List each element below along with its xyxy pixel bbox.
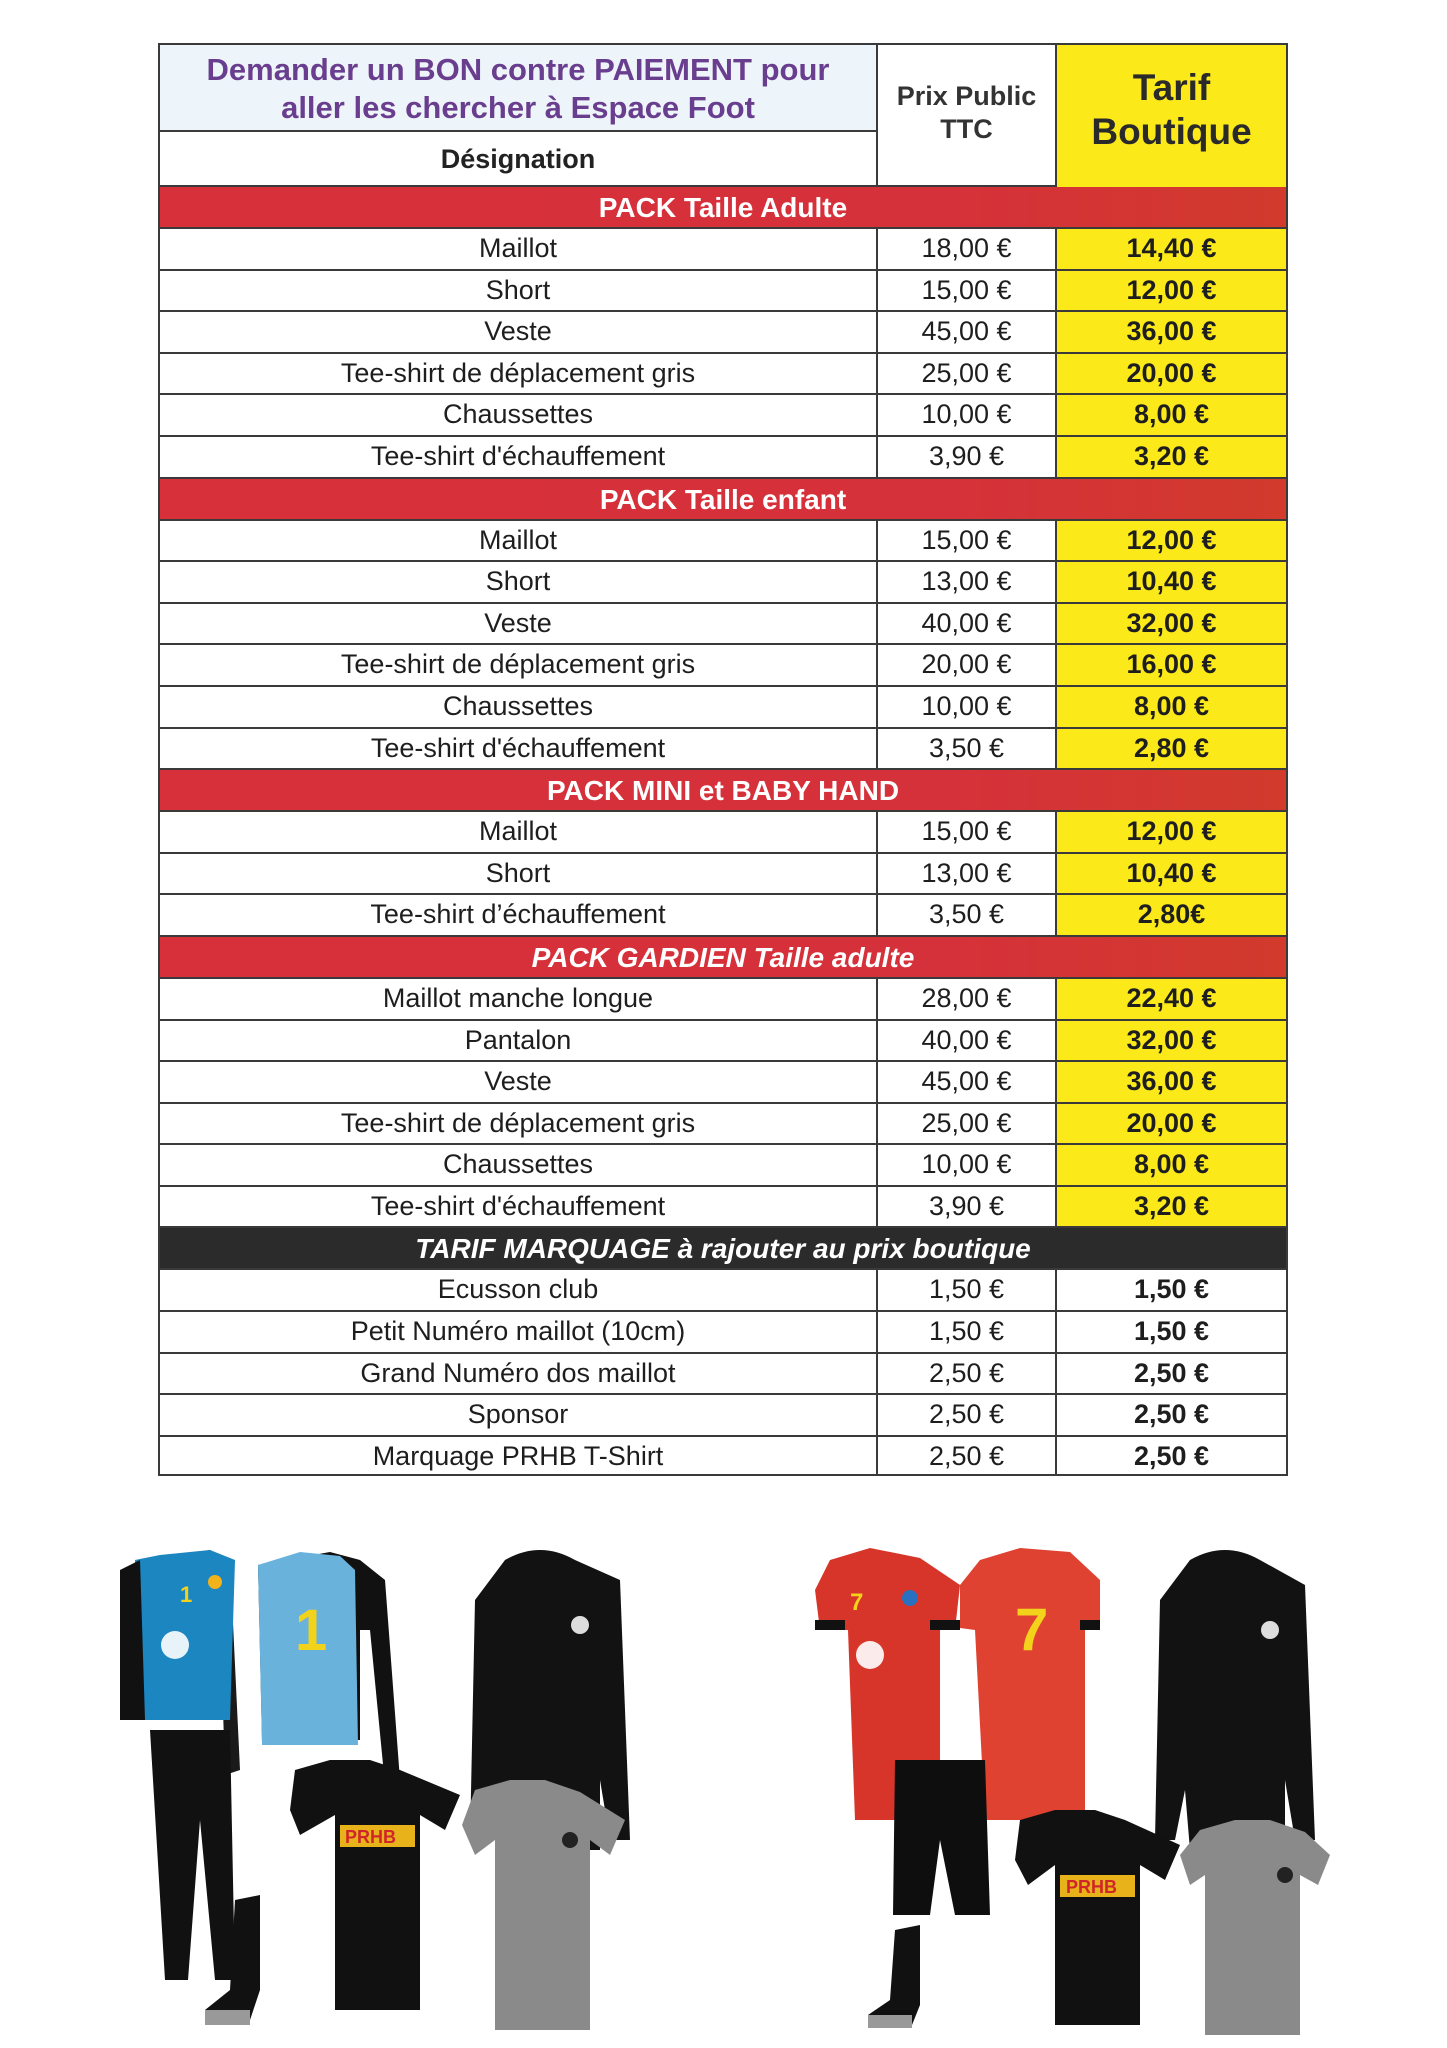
table-row xyxy=(158,852,1288,894)
item-name: Chaussettes xyxy=(160,395,878,435)
table-row xyxy=(158,352,1288,394)
item-name: Tee-shirt d'échauffement xyxy=(160,437,878,477)
table-row xyxy=(158,269,1288,311)
public-price: 3,50 € xyxy=(878,729,1057,769)
boutique-price: 1,50 € xyxy=(1057,1270,1286,1310)
table-row xyxy=(158,977,1288,1019)
public-price: 13,00 € xyxy=(878,854,1057,894)
table-row xyxy=(158,1143,1288,1185)
public-price: 45,00 € xyxy=(878,312,1057,352)
boutique-price-header-line2: Boutique xyxy=(1091,111,1252,152)
public-price: 13,00 € xyxy=(878,562,1057,602)
table-row xyxy=(158,1352,1288,1394)
public-price: 1,50 € xyxy=(878,1312,1057,1352)
boutique-price: 10,40 € xyxy=(1057,854,1286,894)
goalkeeper-number-small: 1 xyxy=(180,1582,193,1607)
item-name: Tee-shirt d’échauffement xyxy=(160,895,878,935)
table-row xyxy=(158,1310,1288,1352)
table-row xyxy=(158,310,1288,352)
table-row xyxy=(158,227,1288,269)
item-name: Chaussettes xyxy=(160,1145,878,1185)
public-price: 15,00 € xyxy=(878,812,1057,852)
table-row xyxy=(158,1185,1288,1227)
item-name: Petit Numéro maillot (10cm) xyxy=(160,1312,878,1352)
table-row xyxy=(158,1268,1288,1310)
boutique-price: 32,00 € xyxy=(1057,604,1286,644)
item-name: Ecusson club xyxy=(160,1270,878,1310)
table-header xyxy=(158,43,1288,185)
public-price: 18,00 € xyxy=(878,229,1057,269)
socks-right xyxy=(868,1925,920,2028)
table-row xyxy=(158,560,1288,602)
item-name: Sponsor xyxy=(160,1395,878,1435)
price-table xyxy=(158,43,1288,1476)
table-row xyxy=(158,810,1288,852)
boutique-price: 12,00 € xyxy=(1057,812,1286,852)
boutique-price: 2,80€ xyxy=(1057,895,1286,935)
public-price: 40,00 € xyxy=(878,604,1057,644)
public-price: 40,00 € xyxy=(878,1021,1057,1061)
item-name: Grand Numéro dos maillot xyxy=(160,1354,878,1394)
boutique-price: 36,00 € xyxy=(1057,1062,1286,1102)
boutique-price: 8,00 € xyxy=(1057,395,1286,435)
boutique-price: 14,40 € xyxy=(1057,229,1286,269)
public-price: 10,00 € xyxy=(878,687,1057,727)
boutique-price: 3,20 € xyxy=(1057,1187,1286,1227)
prhb-print-left: PRHB xyxy=(345,1827,397,1847)
table-row xyxy=(158,1393,1288,1435)
boutique-price: 2,50 € xyxy=(1057,1437,1286,1475)
table-row xyxy=(158,685,1288,727)
item-name: Short xyxy=(160,271,878,311)
boutique-price: 12,00 € xyxy=(1057,521,1286,561)
public-price: 45,00 € xyxy=(878,1062,1057,1102)
player-number-large: 7 xyxy=(1015,1596,1049,1663)
item-name: Marquage PRHB T-Shirt xyxy=(160,1437,878,1475)
boutique-price: 32,00 € xyxy=(1057,1021,1286,1061)
grey-tshirt xyxy=(462,1780,625,2030)
public-price: 3,50 € xyxy=(878,895,1057,935)
boutique-price: 16,00 € xyxy=(1057,645,1286,685)
table-row xyxy=(158,1102,1288,1144)
public-price: 2,50 € xyxy=(878,1437,1057,1475)
public-price: 10,00 € xyxy=(878,395,1057,435)
product-illustrations xyxy=(0,1520,1447,2040)
public-price: 28,00 € xyxy=(878,979,1057,1019)
item-name: Maillot xyxy=(160,812,878,852)
table-row xyxy=(158,1060,1288,1102)
header-title xyxy=(160,45,878,132)
public-price: 10,00 € xyxy=(878,1145,1057,1185)
section-header: PACK MINI et BABY HAND xyxy=(158,768,1288,810)
public-price: 15,00 € xyxy=(878,521,1057,561)
item-name: Tee-shirt de déplacement gris xyxy=(160,1104,878,1144)
item-name: Maillot xyxy=(160,521,878,561)
public-price: 2,50 € xyxy=(878,1395,1057,1435)
item-name: Veste xyxy=(160,1062,878,1102)
section-header: TARIF MARQUAGE à rajouter au prix boutique xyxy=(158,1226,1288,1268)
public-price: 1,50 € xyxy=(878,1270,1057,1310)
table-row xyxy=(158,393,1288,435)
boutique-price: 8,00 € xyxy=(1057,1145,1286,1185)
boutique-price: 10,40 € xyxy=(1057,562,1286,602)
table-row xyxy=(158,1435,1288,1477)
boutique-price: 1,50 € xyxy=(1057,1312,1286,1352)
boutique-price: 20,00 € xyxy=(1057,1104,1286,1144)
item-name: Maillot manche longue xyxy=(160,979,878,1019)
public-price: 2,50 € xyxy=(878,1354,1057,1394)
item-name: Chaussettes xyxy=(160,687,878,727)
item-name: Tee-shirt d'échauffement xyxy=(160,1187,878,1227)
boutique-price: 22,40 € xyxy=(1057,979,1286,1019)
boutique-price-header xyxy=(1057,45,1286,187)
header-title-line1: Demander un BON contre PAIEMENT pour xyxy=(206,52,830,87)
player-number-small: 7 xyxy=(850,1589,864,1616)
section-header: PACK GARDIEN Taille adulte xyxy=(158,935,1288,977)
boutique-price: 36,00 € xyxy=(1057,312,1286,352)
product-photos xyxy=(0,1520,1447,2040)
public-price: 25,00 € xyxy=(878,1104,1057,1144)
item-name: Veste xyxy=(160,312,878,352)
boutique-price: 8,00 € xyxy=(1057,687,1286,727)
table-row xyxy=(158,893,1288,935)
public-price: 20,00 € xyxy=(878,645,1057,685)
sections xyxy=(158,185,1288,1476)
boutique-price: 2,50 € xyxy=(1057,1354,1286,1394)
table-row xyxy=(158,435,1288,477)
item-name: Maillot xyxy=(160,229,878,269)
public-price: 15,00 € xyxy=(878,271,1057,311)
prhb-print-right: PRHB xyxy=(1066,1877,1118,1897)
boutique-price: 3,20 € xyxy=(1057,437,1286,477)
public-price: 3,90 € xyxy=(878,1187,1057,1227)
public-price-header-line2: TTC xyxy=(940,114,993,144)
designation-header: Désignation xyxy=(160,132,878,187)
table-row xyxy=(158,519,1288,561)
boutique-price: 12,00 € xyxy=(1057,271,1286,311)
item-name: Short xyxy=(160,854,878,894)
public-price: 25,00 € xyxy=(878,354,1057,394)
item-name: Tee-shirt d'échauffement xyxy=(160,729,878,769)
goalkeeper-pants xyxy=(150,1730,235,1980)
table-row xyxy=(158,1019,1288,1061)
item-name: Pantalon xyxy=(160,1021,878,1061)
goalkeeper-number-large: 1 xyxy=(295,1598,328,1663)
item-name: Short xyxy=(160,562,878,602)
item-name: Veste xyxy=(160,604,878,644)
public-price-header xyxy=(878,45,1057,187)
item-name: Tee-shirt de déplacement gris xyxy=(160,354,878,394)
boutique-price: 2,80 € xyxy=(1057,729,1286,769)
goalkeeper-jersey-back xyxy=(258,1552,400,1785)
table-row xyxy=(158,727,1288,769)
table-row xyxy=(158,643,1288,685)
public-price: 3,90 € xyxy=(878,437,1057,477)
prhb-tshirt-right xyxy=(1015,1810,1180,2025)
section-header: PACK Taille enfant xyxy=(158,477,1288,519)
jacket-right xyxy=(1155,1550,1315,1850)
public-price-header-line1: Prix Public xyxy=(896,81,1037,111)
prhb-tshirt xyxy=(290,1760,460,2010)
section-header: PACK Taille Adulte xyxy=(158,185,1288,227)
boutique-price-header-line1: Tarif xyxy=(1132,67,1211,108)
boutique-price: 2,50 € xyxy=(1057,1395,1286,1435)
header-title-line2: aller les chercher à Espace Foot xyxy=(281,90,755,125)
shorts xyxy=(893,1760,990,1915)
grey-tshirt-right xyxy=(1180,1820,1330,2035)
item-name: Tee-shirt de déplacement gris xyxy=(160,645,878,685)
boutique-price: 20,00 € xyxy=(1057,354,1286,394)
table-row xyxy=(158,602,1288,644)
